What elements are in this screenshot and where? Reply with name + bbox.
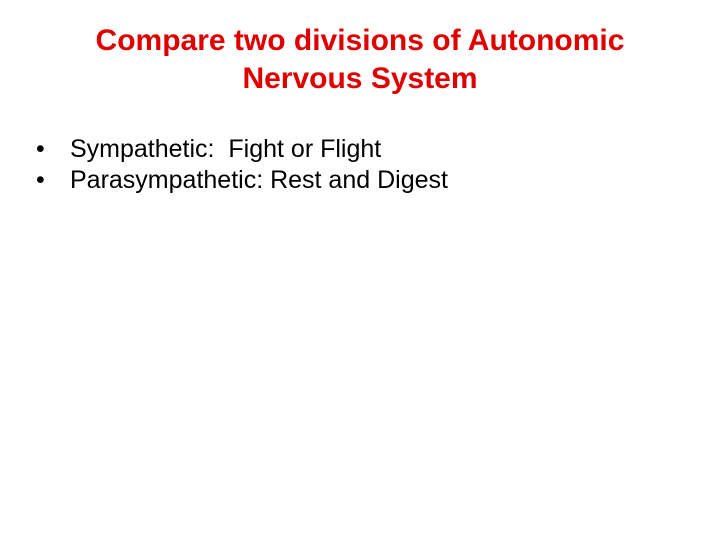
bullet-text-sympathetic: Sympathetic: Fight or Flight xyxy=(70,135,382,163)
bullet-item-parasympathetic xyxy=(36,165,696,195)
slide-title-line-1: Compare two divisions of Autonomic xyxy=(95,24,625,57)
slide-title xyxy=(40,22,680,98)
slide-title-line-2: Nervous System xyxy=(242,62,478,95)
bullet-item-sympathetic xyxy=(36,134,696,164)
bullet-text-parasympathetic: Parasympathetic: Rest and Digest xyxy=(70,166,448,194)
bullet-marker: • xyxy=(36,166,45,194)
bullet-list xyxy=(36,134,696,196)
bullet-marker: • xyxy=(36,135,45,163)
